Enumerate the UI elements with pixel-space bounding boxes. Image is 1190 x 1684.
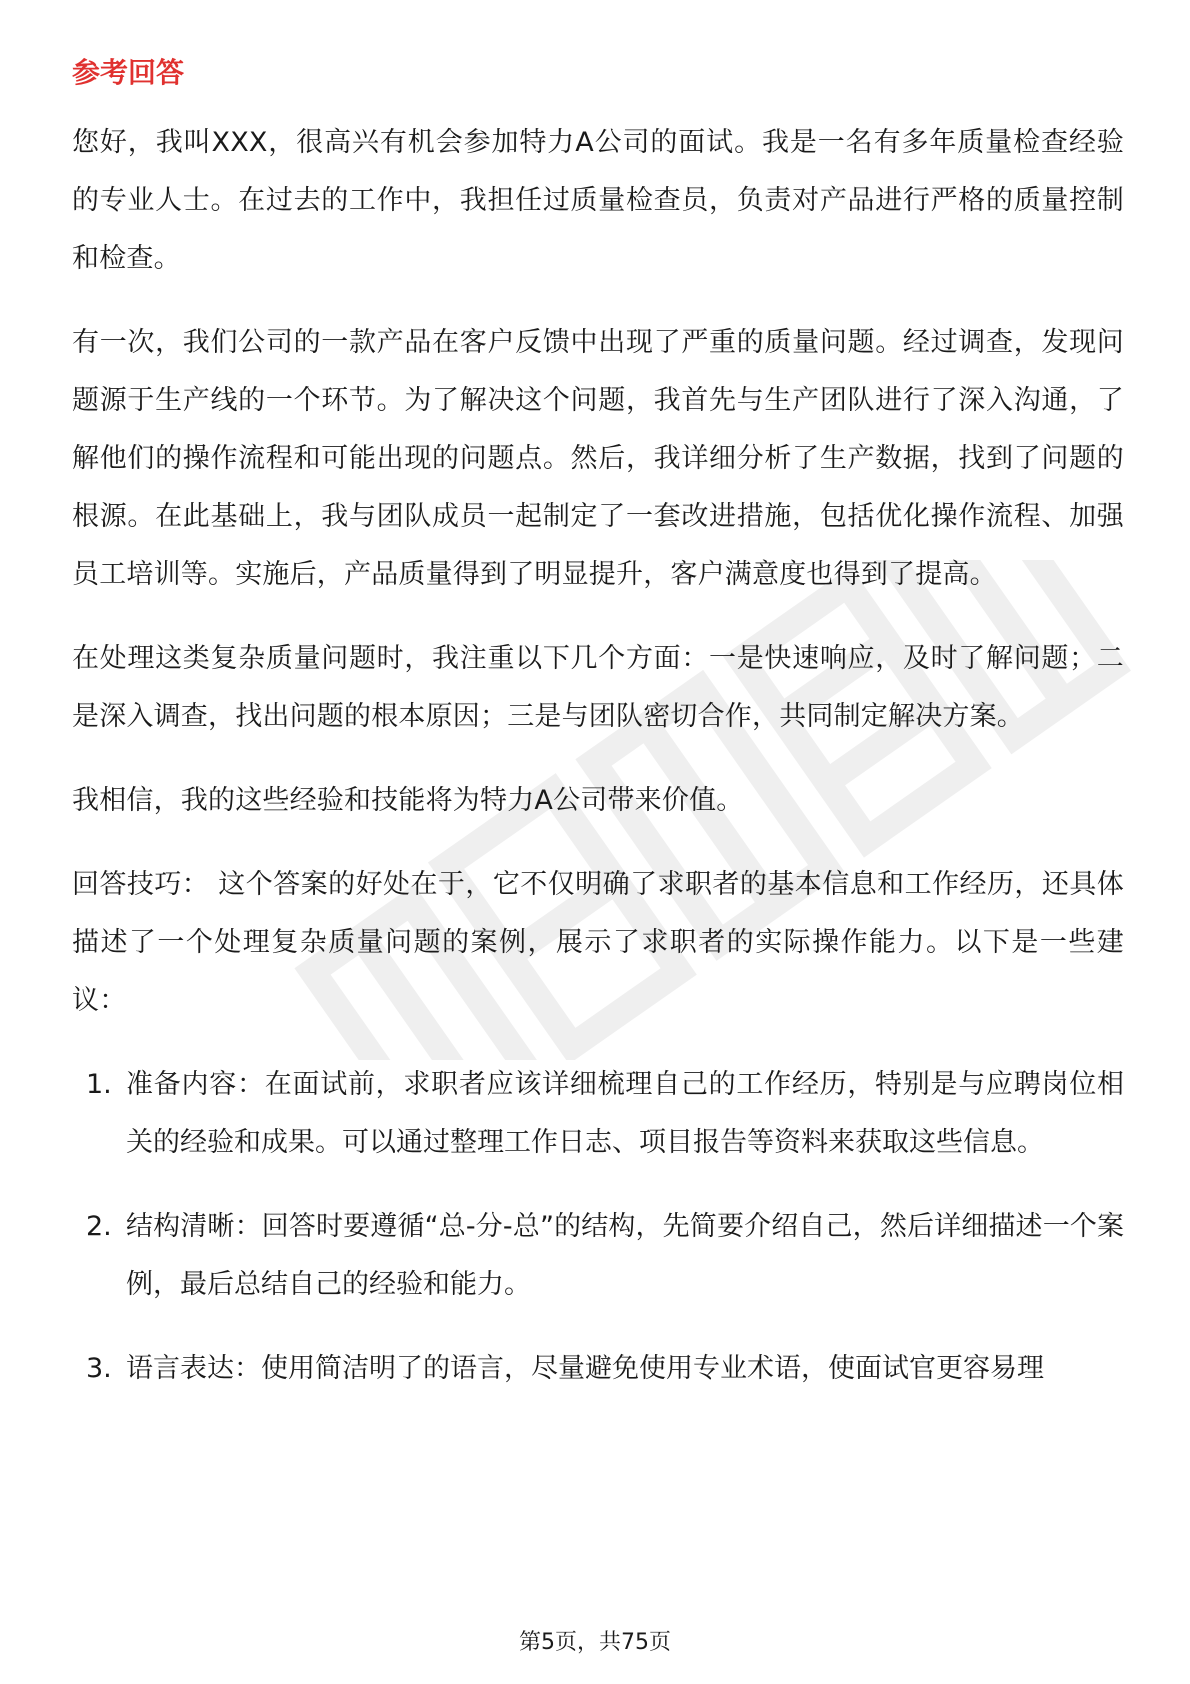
suggestion-item <box>72 1056 1124 1172</box>
page-number-footer: 第5页，共75页 <box>519 1630 671 1655</box>
suggestion-text: 语言表达：使用简洁明了的语言，尽量避免使用专业术语，使面试官更容易理 <box>126 1353 1044 1384</box>
suggestion-number: 2. <box>86 1211 112 1242</box>
answer-paragraph-2: 有一次，我们公司的一款产品在客户反馈中出现了严重的质量问题。经过调查，发现问题源于生产线的一个环节。为了解决这个问题，我首先与生产团队进行了深入沟通，了解他们的操作流程和可能出现的问题点。然后，我详细分析了生产数据，找到了问题的根源。在此基础上，我与团队成员一起制定了一套改进措施，包括优化操作流程、加强员工培训等。实施后，产品质量得到了明显提升，客户满意度也得到了提高。 <box>72 327 1124 590</box>
suggestion-number: 1. <box>86 1069 112 1100</box>
section-title: 参考回答 <box>72 56 185 89</box>
suggestion-text: 结构清晰：回答时要遵循“总-分-总”的结构，先简要介绍自己，然后详细描述一个案例，最后总结自己的经验和能力。 <box>126 1211 1124 1300</box>
suggestion-item <box>72 1198 1124 1314</box>
suggestion-text: 准备内容：在面试前，求职者应该详细梳理自己的工作经历，特别是与应聘岗位相关的经验和成果。可以通过整理工作日志、项目报告等资料来获取这些信息。 <box>126 1069 1124 1158</box>
suggestion-item <box>72 1340 1124 1398</box>
suggestion-number: 3. <box>86 1353 112 1384</box>
suggestion-list <box>72 1056 1124 1398</box>
answer-paragraph-4: 我相信，我的这些经验和技能将为特力A公司带来价值。 <box>72 785 744 816</box>
answer-paragraph-1: 您好，我叫XXX，很高兴有机会参加特力A公司的面试。我是一名有多年质量检查经验的专业人士。在过去的工作中，我担任过质量检查员，负责对产品进行严格的质量控制和检查。 <box>72 127 1124 274</box>
answer-tip: 回答技巧： 这个答案的好处在于，它不仅明确了求职者的基本信息和工作经历，还具体描述了一个处理复杂质量问题的案例，展示了求职者的实际操作能力。以下是一些建议： <box>72 869 1124 1016</box>
document-content <box>72 48 1124 1424</box>
answer-paragraph-3: 在处理这类复杂质量问题时，我注重以下几个方面：一是快速响应，及时了解问题；二是深入调查，找出问题的根本原因；三是与团队密切合作，共同制定解决方案。 <box>72 643 1124 732</box>
